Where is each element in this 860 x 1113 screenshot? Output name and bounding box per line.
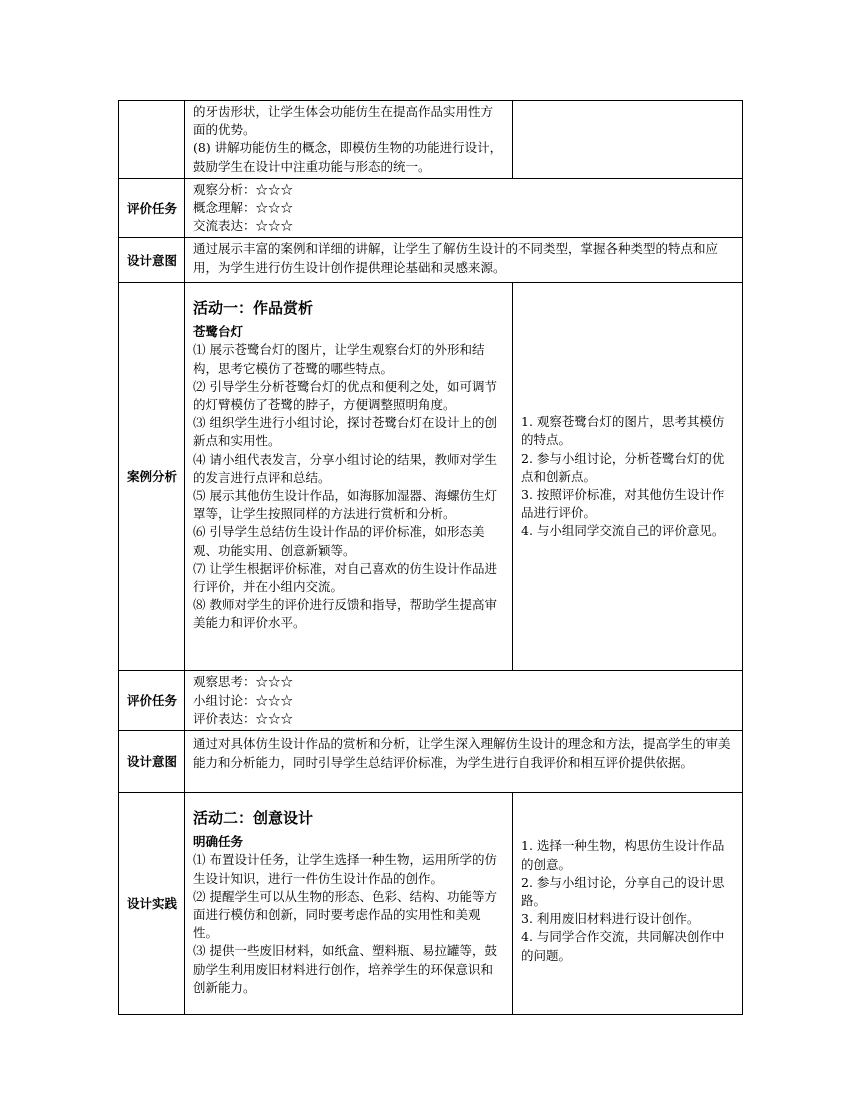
intro-content-cell <box>185 101 513 179</box>
practice-teacher-cell <box>185 793 513 1015</box>
practice-label: 设计实践 <box>119 793 185 1015</box>
practice-item: ⑴ 布置设计任务，让学生选择一种生物，运用所学的仿生设计知识，进行一件仿生设计作品的创作。 <box>193 852 497 886</box>
eval-line: 观察思考：☆☆☆ <box>193 674 294 690</box>
row-design-practice <box>119 793 743 1015</box>
student-item: 1. 观察苍鹭台灯的图片，思考其模仿的特点。 <box>521 414 725 448</box>
intent-text: 通过对具体仿生设计作品的赏析和分析，让学生深入理解仿生设计的理念和方法，提高学生的审美能力和分析能力，同时引导学生总结评价标准，为学生进行自我评价和相互评价提供依据。 <box>193 736 731 770</box>
activity-subtitle: 苍鹭台灯 <box>193 324 244 340</box>
row-intro <box>119 101 743 179</box>
case-teacher-cell <box>185 283 513 671</box>
lesson-plan-page <box>118 100 742 1015</box>
student-item: 2. 参与小组讨论，分析苍鹭台灯的优点和创新点。 <box>521 450 725 484</box>
case-student-cell <box>513 283 743 671</box>
activity-title: 活动二：创意设计 <box>193 809 314 828</box>
student-item: 3. 利用废旧材料进行设计创作。 <box>521 911 700 927</box>
student-item: 2. 参与小组讨论，分享自己的设计思路。 <box>521 874 725 909</box>
eval-label: 评价任务 <box>119 671 185 731</box>
eval-line: 小组讨论：☆☆☆ <box>193 692 294 708</box>
student-item: 1. 选择一种生物，构思仿生设计作品的创意。 <box>521 838 725 872</box>
intent-text: 通过展示丰富的案例和详细的讲解，让学生了解仿生设计的不同类型，掌握各种类型的特点和应用，为学生进行仿生设计创作提供理论基础和灵感来源。 <box>193 241 719 275</box>
eval-line: 评价表达：☆☆☆ <box>193 710 294 726</box>
eval-content-cell <box>185 178 743 238</box>
case-item: ⑹ 引导学生总结仿生设计作品的评价标准，如形态美观、功能实用、创意新颖等。 <box>193 524 485 558</box>
activity-title: 活动一：作品赏析 <box>193 299 314 318</box>
intent-label: 设计意图 <box>119 731 185 793</box>
student-item: 3. 按照评价标准，对其他仿生设计作品进行评价。 <box>521 487 725 521</box>
intro-label-cell <box>119 101 185 179</box>
row-intent-2 <box>119 731 743 793</box>
practice-student-cell <box>513 793 743 1015</box>
case-item: ⑺ 让学生根据评价标准，对自己喜欢的仿生设计作品进行评价，并在小组内交流。 <box>193 560 497 595</box>
row-intent-1 <box>119 238 743 283</box>
eval-content-cell <box>185 671 743 731</box>
case-label: 案例分析 <box>119 283 185 671</box>
case-item: ⑶ 组织学生进行小组讨论，探讨苍鹭台灯在设计上的创新点和实用性。 <box>193 415 497 449</box>
intent-content-cell <box>185 731 743 793</box>
student-item: 4. 与小组同学交流自己的评价意见。 <box>521 523 725 539</box>
intent-content-cell <box>185 238 743 283</box>
activity-subtitle: 明确任务 <box>193 834 244 850</box>
case-item: ⑻ 教师对学生的评价进行反馈和指导，帮助学生提高审美能力和评价水平。 <box>193 597 497 631</box>
intro-student-cell <box>513 101 743 179</box>
practice-item: ⑶ 提供一些废旧材料，如纸盒、塑料瓶、易拉罐等，鼓励学生利用废旧材料进行创作，培养学生的环保意识和创新能力。 <box>193 943 497 995</box>
eval-line: 观察分析：☆☆☆ <box>193 181 294 197</box>
case-item: ⑸ 展示其他仿生设计作品，如海豚加湿器、海螺仿生灯罩等，让学生按照同样的方法进行赏析和分析。 <box>193 488 497 522</box>
eval-line: 概念理解：☆☆☆ <box>193 200 294 216</box>
intro-item: (8) 讲解功能仿生的概念，即模仿生物的功能进行设计，鼓励学生在设计中注重功能与形态的统一。 <box>193 140 503 174</box>
row-case-analysis <box>119 283 743 671</box>
student-item: 4. 与同学合作交流，共同解决创作中的问题。 <box>521 929 725 963</box>
intro-item: 的牙齿形状，让学生体会功能仿生在提高作品实用性方面的优势。 <box>193 104 494 138</box>
intent-label: 设计意图 <box>119 238 185 283</box>
case-item: ⑴ 展示苍鹭台灯的图片，让学生观察台灯的外形和结构，思考它模仿了苍鹭的哪些特点。 <box>193 342 485 376</box>
eval-label: 评价任务 <box>119 178 185 238</box>
case-item: ⑷ 请小组代表发言，分享小组讨论的结果，教师对学生的发言进行点评和总结。 <box>193 451 497 485</box>
eval-line: 交流表达：☆☆☆ <box>193 218 294 234</box>
case-item: ⑵ 引导学生分析苍鹭台灯的优点和便利之处，如可调节的灯臂模仿了苍鹭的脖子，方便调整照明角度。 <box>193 378 497 413</box>
practice-item: ⑵ 提醒学生可以从生物的形态、色彩、结构、功能等方面进行模仿和创新，同时要考虑作品的实用性和美观性。 <box>193 888 497 941</box>
row-eval-2 <box>119 671 743 731</box>
row-eval-1 <box>119 178 743 238</box>
lesson-plan-table <box>118 100 743 1015</box>
